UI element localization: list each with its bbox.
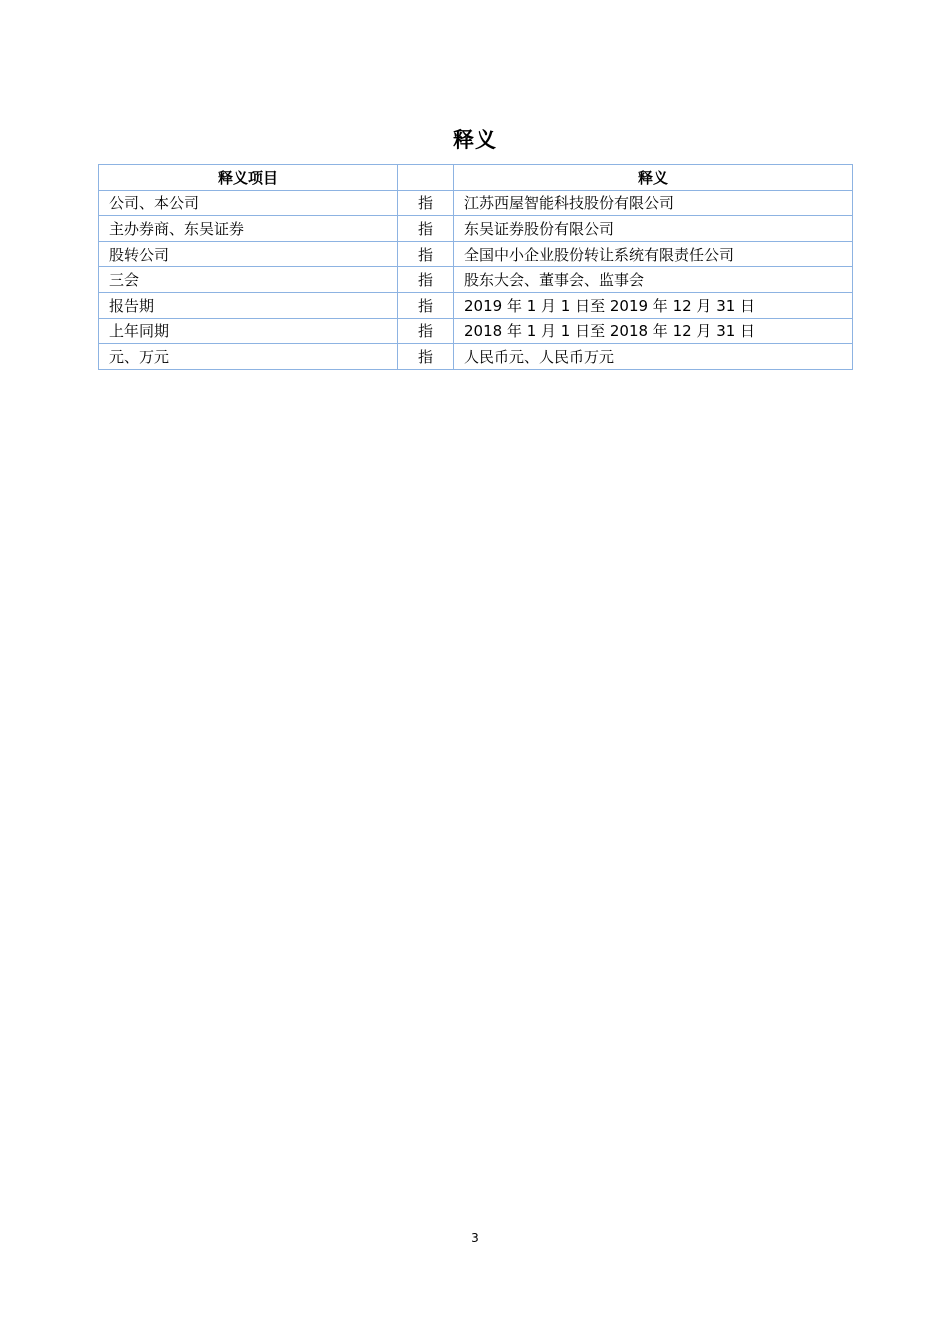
term-cell: 上年同期 bbox=[99, 318, 398, 344]
table-row bbox=[99, 216, 853, 242]
page-title: 释义 bbox=[453, 128, 497, 152]
term-cell: 元、万元 bbox=[99, 344, 398, 370]
meaning-cell: 东吴证券股份有限公司 bbox=[454, 216, 853, 242]
header-meaning: 释义 bbox=[454, 165, 853, 191]
ref-cell: 指 bbox=[398, 318, 454, 344]
term-cell: 主办券商、东吴证券 bbox=[99, 216, 398, 242]
term-cell: 三会 bbox=[99, 267, 398, 293]
table-row bbox=[99, 344, 853, 370]
meaning-cell: 人民币元、人民币万元 bbox=[454, 344, 853, 370]
header-ref bbox=[398, 165, 454, 191]
table-header-row bbox=[99, 165, 853, 191]
definitions-table bbox=[98, 164, 853, 370]
ref-cell: 指 bbox=[398, 267, 454, 293]
table-row bbox=[99, 318, 853, 344]
ref-cell: 指 bbox=[398, 344, 454, 370]
term-cell: 公司、本公司 bbox=[99, 190, 398, 216]
meaning-cell: 江苏西屋智能科技股份有限公司 bbox=[454, 190, 853, 216]
meaning-cell: 2018 年 1 月 1 日至 2018 年 12 月 31 日 bbox=[454, 318, 853, 344]
term-cell: 股转公司 bbox=[99, 241, 398, 267]
meaning-cell: 股东大会、董事会、监事会 bbox=[454, 267, 853, 293]
table-row bbox=[99, 241, 853, 267]
term-cell: 报告期 bbox=[99, 292, 398, 318]
table-row bbox=[99, 267, 853, 293]
ref-cell: 指 bbox=[398, 216, 454, 242]
page-number: 3 bbox=[471, 1231, 479, 1245]
header-term: 释义项目 bbox=[99, 165, 398, 191]
meaning-cell: 2019 年 1 月 1 日至 2019 年 12 月 31 日 bbox=[454, 292, 853, 318]
ref-cell: 指 bbox=[398, 190, 454, 216]
ref-cell: 指 bbox=[398, 292, 454, 318]
table-row bbox=[99, 292, 853, 318]
meaning-cell: 全国中小企业股份转让系统有限责任公司 bbox=[454, 241, 853, 267]
table-row bbox=[99, 190, 853, 216]
ref-cell: 指 bbox=[398, 241, 454, 267]
